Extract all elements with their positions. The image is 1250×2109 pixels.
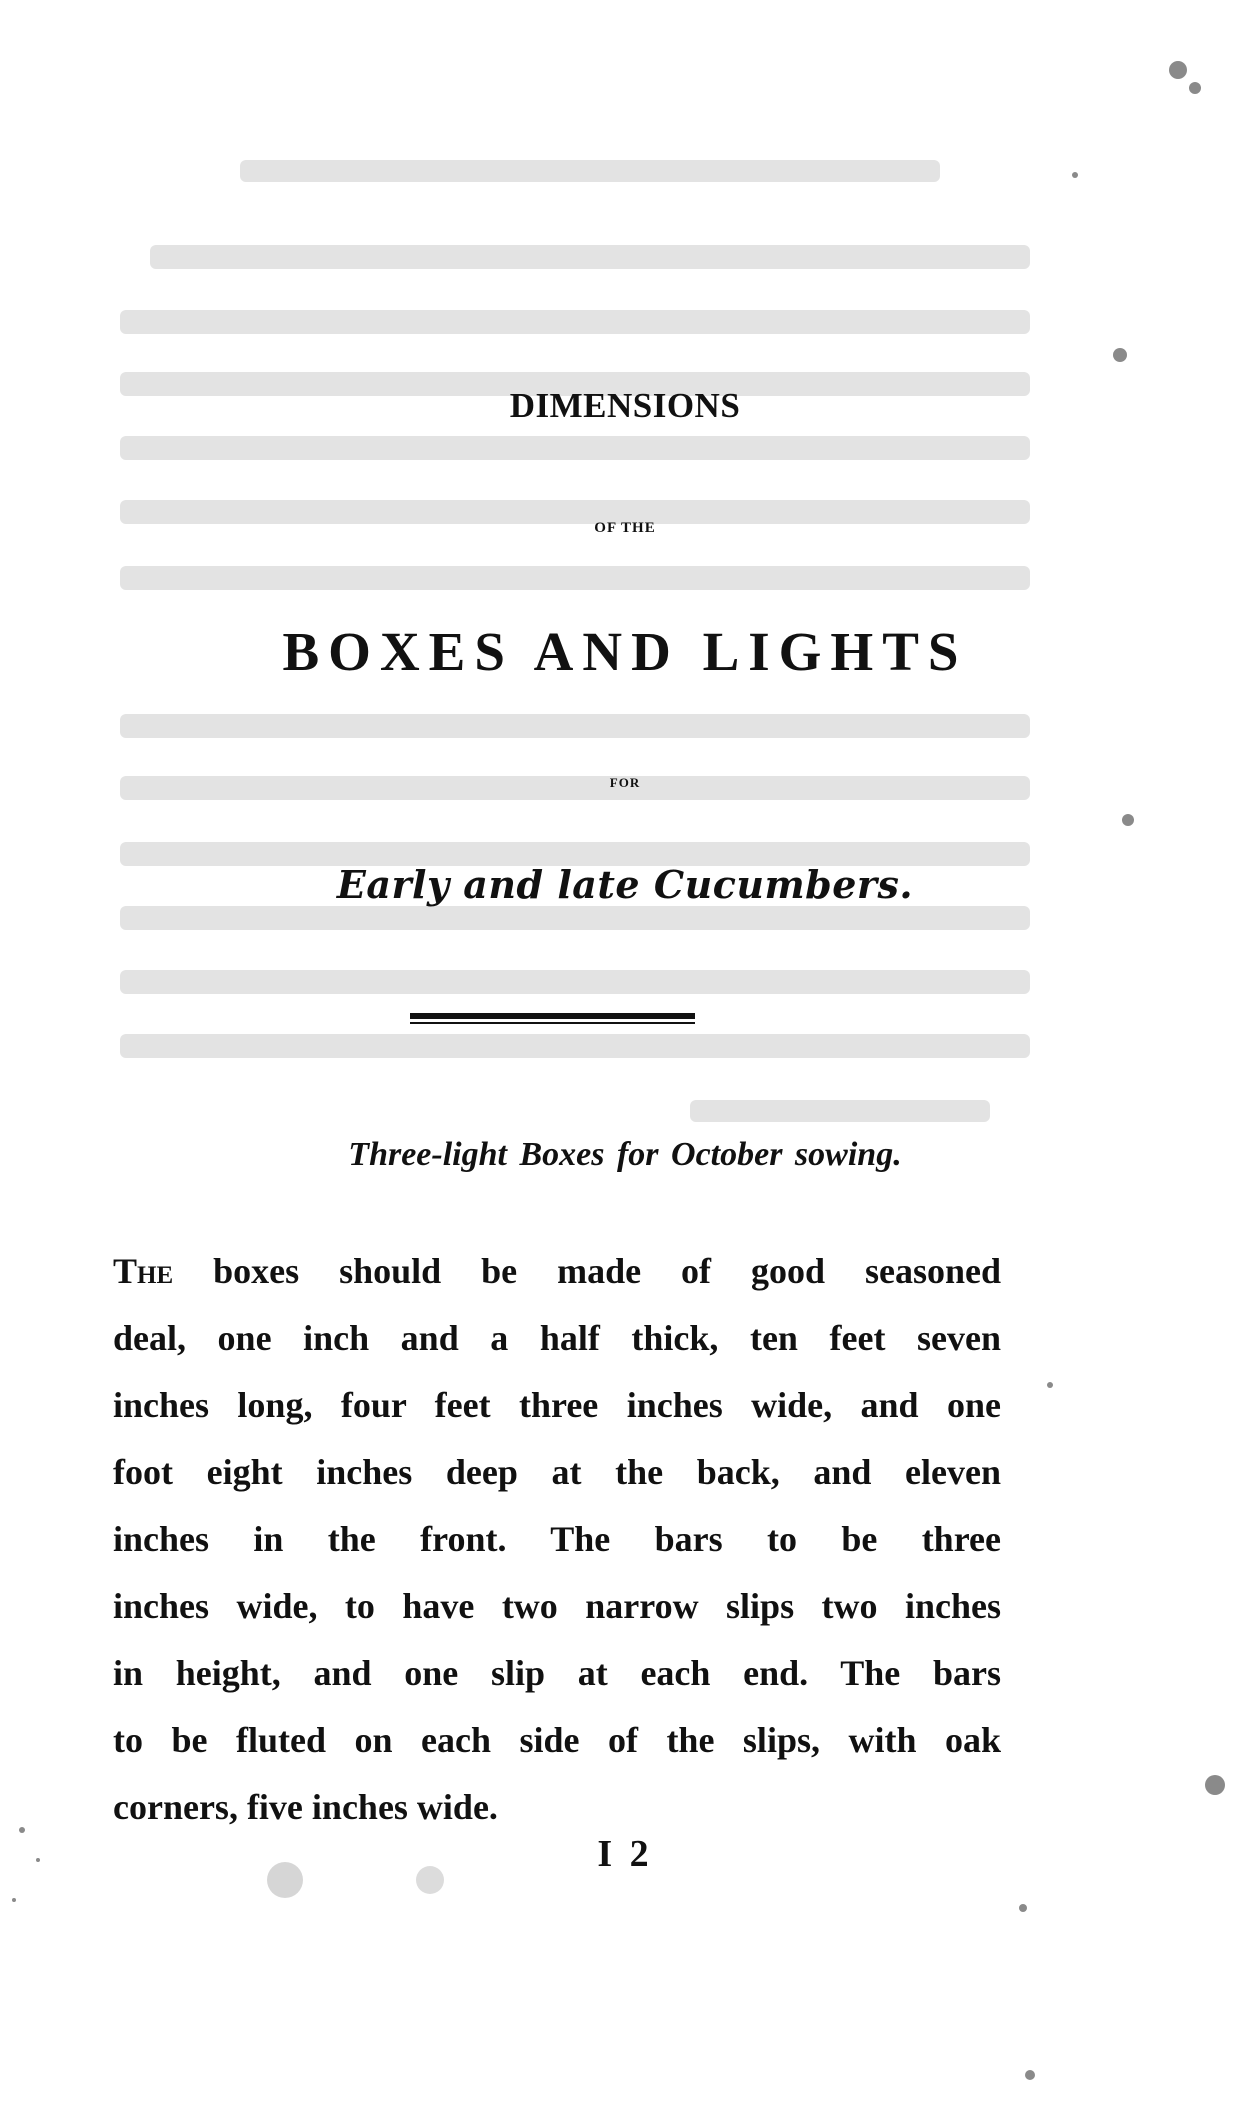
body-line-8: to be fluted on each side of the slips, with oak xyxy=(113,1720,1001,1760)
heading-of-the: OF THE xyxy=(594,520,656,536)
body-line-9: corners, five inches wide. xyxy=(113,1787,498,1827)
heading-dimensions: DIMENSIONS xyxy=(509,386,741,425)
body-line-1-text: boxes should be made of good seasoned xyxy=(173,1251,1001,1291)
section-subheading: Three-light Boxes for October sowing. xyxy=(348,1136,902,1173)
body-line-1 xyxy=(113,1238,1001,1305)
body-line-2: deal, one inch and a half thick, ten feet seven xyxy=(113,1318,1001,1358)
decorative-double-rule xyxy=(410,1011,695,1029)
heading-for: FOR xyxy=(609,775,641,790)
signature-mark: I 2 xyxy=(597,1833,653,1875)
body-line-5: inches in the front. The bars to be three xyxy=(113,1519,1001,1559)
body-line-4: foot eight inches deep at the back, and eleven xyxy=(113,1452,1001,1492)
body-line-7: in height, and one slip at each end. The bars xyxy=(113,1653,1001,1693)
body-first-word: The xyxy=(113,1251,174,1291)
heading-cucumbers: Early and late Cucumbers. xyxy=(336,862,914,907)
body-line-3: inches long, four feet three inches wide, and one xyxy=(113,1385,1001,1425)
body-line-6: inches wide, to have two narrow slips two inches xyxy=(113,1586,1001,1626)
body-paragraph xyxy=(113,1238,1001,1841)
heading-boxes-and-lights: BOXES AND LIGHTS xyxy=(282,621,968,682)
